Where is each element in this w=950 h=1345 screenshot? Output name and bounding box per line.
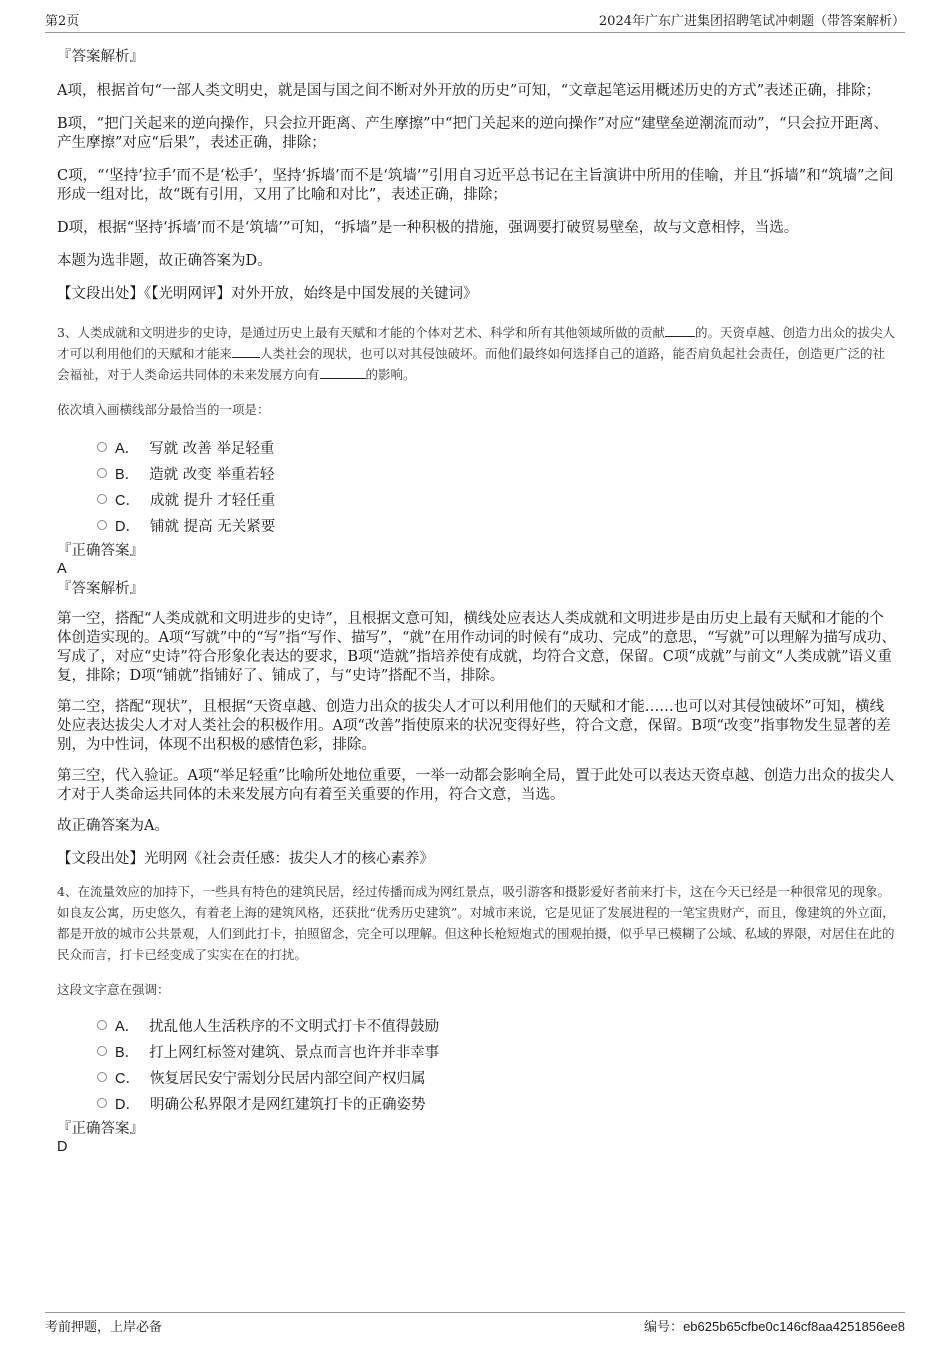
fill-blank-2 [232,345,260,358]
radio-icon[interactable] [97,1020,107,1030]
analysis-paragraph: A项，根据首句“一部人类文明史，就是国与国之间不断对外开放的历史”可知，“文章起笔运用概述历史的方式”表述正确，排除； [57,83,881,99]
question-3-options [57,434,897,538]
analysis-paragraph: 第三空，代入验证。A项“举足轻重”比喻所处地位重要，一举一动都会影响全局，置于此处可以表达天资卓越、创造力出众的拔尖人才对于人类命运共同体的未来发展方向有着至关重要的作用，符合文意，当选。 [57,768,895,803]
correct-answer-label: 『正确答案』 [57,1121,144,1137]
radio-icon[interactable] [97,442,107,452]
question-prompt: 依次填入画横线部分最恰当的一项是： [57,402,270,417]
question-4-stem: 4、在流量效应的加持下，一些具有特色的建筑民居，经过传播而成为网红景点，吸引游客和摄影爱好者前来打卡，这在今天已经是一种很常见的现象。如良友公寓，历史悠久，有着老上海的建筑风格，还获批“优秀历史建筑”。对城市来说，它是见证了发展进程的一笔宝贵财产，而且，像建筑的外立面，都是开放的城市公共景观，人们到此打卡，拍照留念，完全可以理解。但这种长枪短炮式的围观拍摄，似乎早已模糊了公域、私域的界限，对居住在此的民众而言，打卡已经变成了实实在在的打扰。 [57,884,895,962]
footer-slogan: 考前押题，上岸必备 [45,1320,163,1335]
fill-blank-1 [665,324,695,337]
analysis-paragraph: 第一空，搭配“人类成就和文明进步的史诗”，且根据文意可知，横线处应表达人类成就和文明进步是由历史上最有天赋和才能的个体创造实现的。A项“写就”中的“写”指“写作、描写”，“就”在用作动词的时候有“成功、完成”的意思，“写就”可以理解为描写成功、写成了，对应“史诗”符合形象化表达的要求，B项“造就”指培养使有成就，均符合文意，保留。C项“成就”与前文“人类成就”语义重复，排除；D项“铺就”指铺好了、铺成了，与“史诗”搭配不当，排除。 [57,611,896,684]
analysis-conclusion: 故正确答案为A。 [57,818,169,834]
radio-icon[interactable] [97,1098,107,1108]
document-title: 2024年广东广进集团招聘笔试冲刺题（带答案解析） [598,14,905,29]
radio-icon[interactable] [97,520,107,530]
page-number: 第2页 [45,14,80,29]
analysis-paragraph: B项，“把门关起来的逆向操作，只会拉开距离、产生摩擦”中“把门关起来的逆向操作”对应“建壁垒逆潮流而动”，“只会拉开距离、产生摩擦”对应“后果”，表述正确，排除； [57,116,889,151]
analysis-label: 『答案解析』 [57,49,144,65]
option-a[interactable]: A． 写就 改善 举足轻重 [57,434,897,460]
document-code: 编号：eb625b65cfbe0c146cf8aa4251856ee8 [644,1319,905,1335]
question-prompt: 这段文字意在强调： [57,982,170,997]
page-header [45,10,905,33]
analysis-paragraph: C项，“‘坚持’拉手’而不是‘松手’，坚持‘拆墙’而不是‘筑墙’”引用自习近平总书记在主旨演讲中所用的佳喻，并且“拆墙”和“筑墙”之间形成一组对比，故“既有引用，又用了比喻和对比”，表述正确，排除； [57,168,894,203]
radio-icon[interactable] [97,1072,107,1082]
question-3-stem: 3、人类成就和文明进步的史诗，是通过历史上最有天赋和才能的个体对艺术、科学和所有其他领域所做的贡献 的。天资卓越、创造力出众的拔尖人才可以利用他们的天赋和才能来 人类社会的现状，也可以对其侵蚀破坏。而他们最终如何选择自己的道路，能否肩负起社会责任，创造更广泛的社会福祉，对于人类命运共同体的未来发展方向有 的影响。 [57,325,895,382]
radio-icon[interactable] [97,468,107,478]
option-b[interactable]: B． 打上网红标签对建筑、景点而言也许并非幸事 [57,1038,897,1064]
radio-icon[interactable] [97,1046,107,1056]
correct-answer: A [57,561,67,577]
radio-icon[interactable] [97,494,107,504]
analysis-conclusion: 本题为选非题，故正确答案为D。 [57,253,272,269]
option-c[interactable]: C． 成就 提升 才轻任重 [57,486,897,512]
correct-answer: D [57,1139,68,1155]
analysis-paragraph: 第二空，搭配“现状”，且根据“天资卓越、创造力出众的拔尖人才可以利用他们的天赋和才能……也可以对其侵蚀破坏”可知，横线处应表达拔尖人才对人类社会的积极作用。A项“改善”指使原来的状况变得好些，符合文意，保留。B项“改变”指事物发生显著的差别，为中性词，体现不出积极的感情色彩，排除。 [57,699,891,753]
option-c[interactable]: C． 恢复居民安宁需划分民居内部空间产权归属 [57,1064,897,1090]
page-footer [45,1312,905,1338]
option-b[interactable]: B． 造就 改变 举重若轻 [57,460,897,486]
source-citation: 【文段出处】《【光明网评】对外开放，始终是中国发展的关键词》 [57,286,478,302]
fill-blank-3 [320,366,366,379]
correct-answer-label: 『正确答案』 [57,543,144,559]
option-d[interactable]: D． 明确公私界限才是网红建筑打卡的正确姿势 [57,1090,897,1116]
source-citation: 【文段出处】光明网《社会责任感：拔尖人才的核心素养》 [57,851,434,867]
page-content [57,45,897,1156]
question-4-options [57,1012,897,1116]
analysis-label: 『答案解析』 [57,581,144,597]
analysis-paragraph: D项，根据“坚持‘拆墙’而不是‘筑墙’”可知，“拆墙”是一种积极的措施，强调要打破贸易壁垒，故与文意相悖，当选。 [57,220,799,236]
option-a[interactable]: A． 扰乱他人生活秩序的不文明式打卡不值得鼓励 [57,1012,897,1038]
option-d[interactable]: D． 铺就 提高 无关紧要 [57,512,897,538]
